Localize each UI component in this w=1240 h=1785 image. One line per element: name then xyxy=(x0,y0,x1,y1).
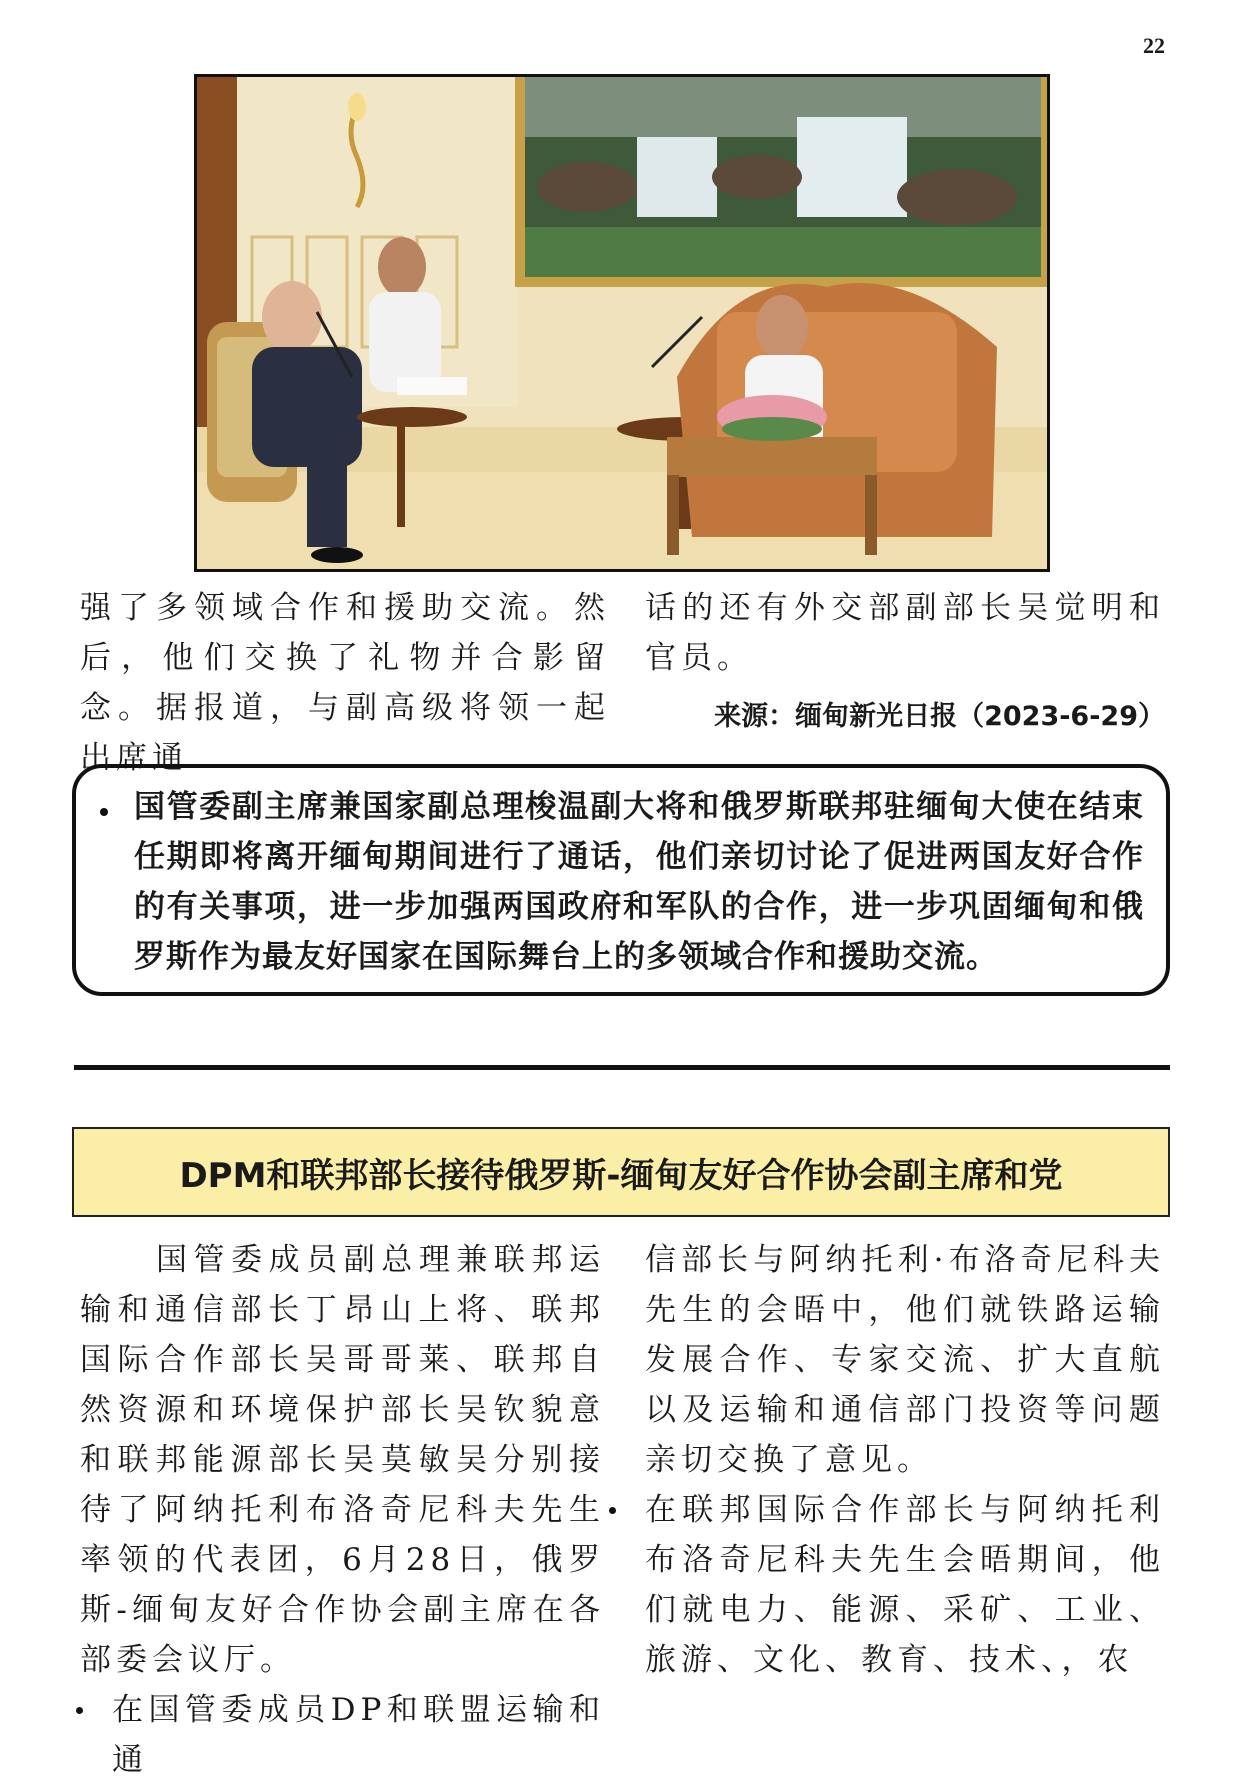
bullet-icon xyxy=(76,1707,83,1714)
article-body-column-1 xyxy=(80,1235,605,1785)
meeting-photo-illustration xyxy=(197,77,1047,569)
meeting-photo xyxy=(194,74,1050,572)
bullet-icon xyxy=(100,808,108,816)
body-bullet-item xyxy=(607,1485,1165,1685)
article-top-column-1: 强了多领域合作和援助交流。然后，他们交换了礼物并合影留念。据报道，与副高级将领一起出席通 xyxy=(80,590,610,776)
article-headline: DPM和联邦部长接待俄罗斯-缅甸友好合作协会副主席和党 xyxy=(72,1127,1170,1217)
body-bullet-item xyxy=(74,1685,605,1785)
page-number: 22 xyxy=(1143,33,1165,58)
summary-text: 国管委副主席兼国家副总理梭温副大将和俄罗斯联邦驻缅甸大使在结束任期即将离开缅甸期间进行了通话，他们亲切讨论了促进两国友好合作的有关事项，进一步加强两国政府和军队的合作，进一步巩固缅甸和俄罗斯作为最友好国家在国际舞台上的多领域合作和援助交流。 xyxy=(134,789,1144,975)
body-bullet-text: 在联邦国际合作部长与阿纳托利布洛奇尼科夫先生会晤期间，他们就电力、能源、采矿、工业、旅游、文化、教育、技术、，农 xyxy=(645,1492,1165,1678)
section-divider xyxy=(74,1065,1170,1070)
article-top-column-2: 话的还有外交部副部长吴觉明和官员。 xyxy=(645,590,1165,676)
summary-box xyxy=(72,764,1170,996)
body-bullet-text: 在国管委成员DP和联盟运输和通 xyxy=(112,1692,605,1778)
body-paragraph-continued: 信部长与阿纳托利·布洛奇尼科夫先生的会晤中，他们就铁路运输发展合作、专家交流、扩大直航以及运输和通信部门投资等问题亲切交换了意见。 xyxy=(645,1242,1165,1478)
bullet-icon xyxy=(609,1507,616,1514)
body-paragraph: 国管委成员副总理兼联邦运输和通信部长丁昂山上将、联邦国际合作部长吴哥哥莱、联邦自然资源和环境保护部长吴钦貌意和联邦能源部长吴莫敏吴分别接待了阿纳托利布洛奇尼科夫先生率领的代表团，6月28日，俄罗斯-缅甸友好合作协会副主席在各部委会议厅。 xyxy=(80,1242,605,1678)
article-body-column-2 xyxy=(645,1235,1165,1685)
source-credit: 来源：缅甸新光日报（2023-6-29） xyxy=(714,701,1165,732)
